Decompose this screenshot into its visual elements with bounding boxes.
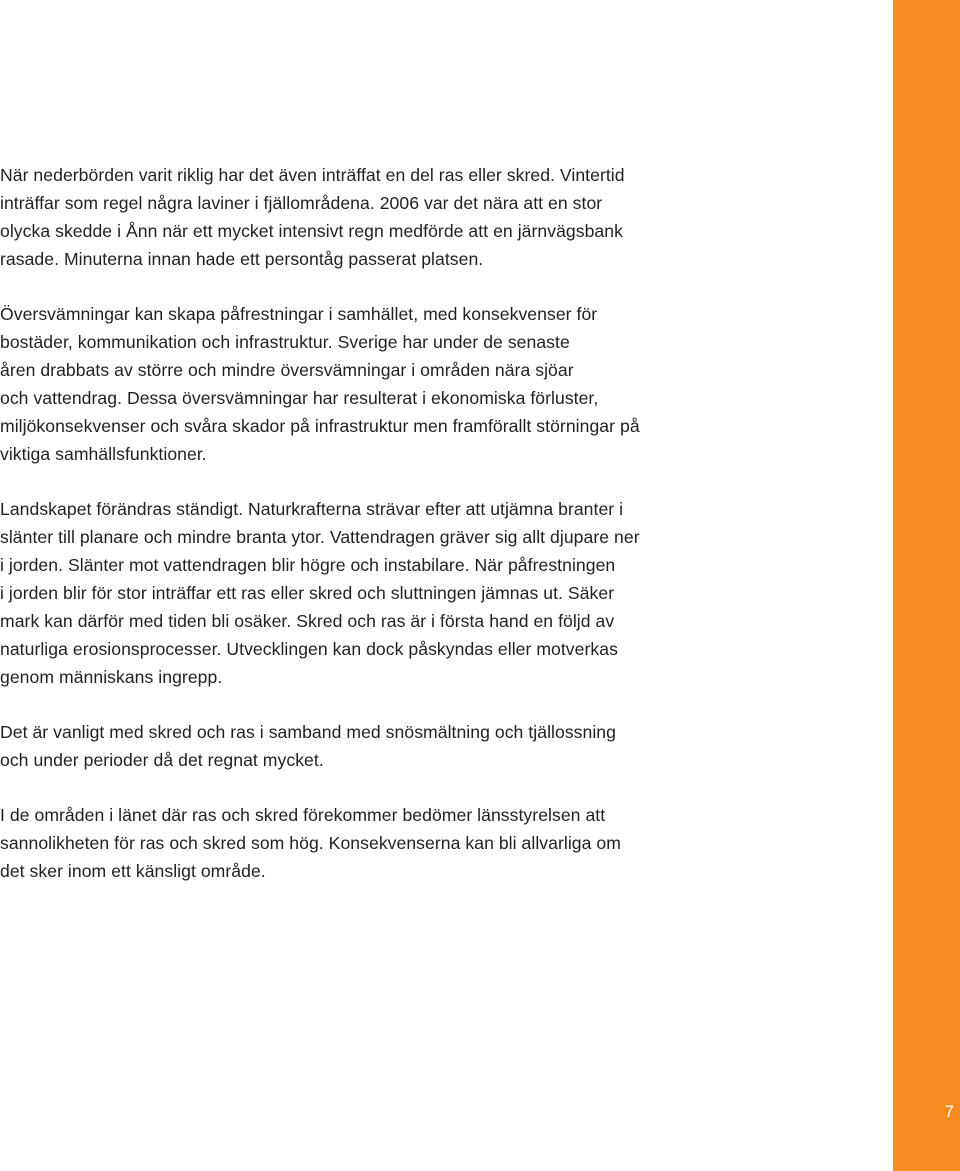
paragraph-snowmelt: Det är vanligt med skred och ras i samband med snösmältning och tjällossning och under perioder då det regnat mycket. bbox=[0, 722, 616, 770]
page-number: 7 bbox=[944, 1102, 954, 1121]
paragraph-risk-assessment: I de områden i länet där ras och skred förekommer bedömer länsstyrelsen att sannolikheten för ras och skred som hög. Konsekvenserna kan bli allvarliga om det sker inom ett känsligt område. bbox=[0, 805, 621, 881]
document-body bbox=[0, 161, 730, 912]
orange-side-band bbox=[893, 0, 960, 1171]
paragraph-landscape-change: Landskapet förändras ständigt. Naturkrafterna strävar efter att utjämna branter i slänter till planare och mindre branta ytor. Vattendragen gräver sig allt djupare ner i jorden. Slänter mot vattendragen blir högre och instabilare. När påfrestningen i jorden blir för stor inträffar ett ras eller skred och sluttningen jämnas ut. Säker mark kan därför med tiden bli osäker. Skred och ras är i första hand en följd av naturliga erosionsprocesser. Utvecklingen kan dock påskyndas eller motverkas genom människans ingrepp. bbox=[0, 499, 640, 687]
paragraph-landslides-history: När nederbörden varit riklig har det även inträffat en del ras eller skred. Vintertid inträffar som regel några laviner i fjällområdena. 2006 var det nära att en stor olycka skedde i Ånn när ett mycket intensivt regn medförde att en järnvägsbank rasade. Minuterna innan hade ett persontåg passerat platsen. bbox=[0, 165, 625, 269]
paragraph-floods: Översvämningar kan skapa påfrestningar i samhället, med konsekvenser för bostäder, kommunikation och infrastruktur. Sverige har under de senaste åren drabbats av större och mindre översvämningar i områden nära sjöar och vattendrag. Dessa översvämningar har resulterat i ekonomiska förluster, miljökonsekvenser och svåra skador på infrastruktur men framförallt störningar på viktiga samhällsfunktioner. bbox=[0, 304, 640, 464]
